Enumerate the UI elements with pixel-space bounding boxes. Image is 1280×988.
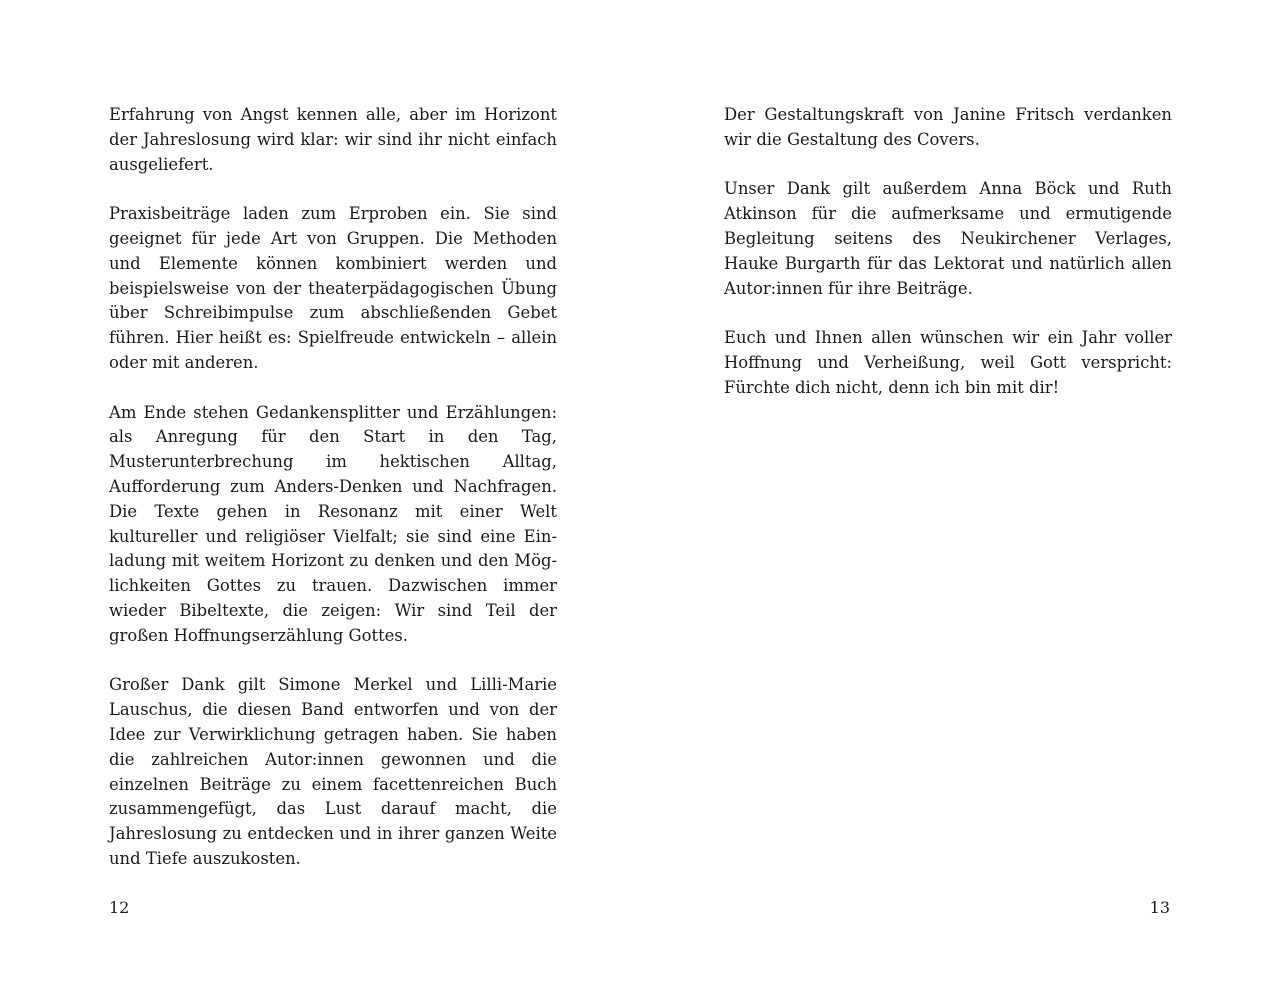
paragraph: Erfahrung von Angst kennen alle, aber im Horizont der Jahreslosung wird klar: wir sind ihr nicht einfach ausgeliefert. (109, 105, 557, 174)
right-page (640, 0, 1280, 988)
paragraph: Der Gestaltungskraft von Janine Fritsch verdanken wir die Gestaltung des Covers. (724, 105, 1172, 149)
page-number-right: 13 (1149, 898, 1170, 917)
right-page-text (724, 103, 1172, 425)
paragraph: Unser Dank gilt außerdem Anna Böck und Ruth Atkinson für die aufmerksame und ermutigende Begleitung seitens des Neukirchener Verlages, Hauke Burgarth für das Lektorat und natürlich allen Autor:innen für ihre Beiträge. (724, 179, 1172, 298)
paragraph: Euch und Ihnen allen wünschen wir ein Jahr voller Hoffnung und Verheißung, weil Gott verspricht: Fürchte dich nicht, denn ich bin mit dir! (724, 328, 1172, 397)
page-number-left: 12 (109, 898, 130, 917)
paragraph: Praxisbeiträge laden zum Erproben ein. Sie sind geeignet für jede Art von Gruppen. Die Methoden und Elemente können kombiniert werden und beispielsweise von der theaterpädagogischen Übung über Schreibimpulse zum abschließenden Gebet führen. Hier heißt es: Spielfreude entwickeln – allein oder mit anderen. (109, 204, 557, 372)
paragraph: Großer Dank gilt Simone Merkel und Lilli-Marie Lauschus, die diesen Band entworfen und von der Idee zur Verwirklichung getragen haben. Sie haben die zahlreichen Autor:innen gewonnen und die einzelnen Beiträge zu einem facettenreichen Buch zusammengefügt, das Lust darauf macht, die Jahreslosung zu entdecken und in ihrer ganzen Weite und Tiefe auszukosten. (109, 675, 557, 868)
paragraph: Am Ende stehen Gedankensplitter und Erzählungen: als Anregung für den Start in den Tag, Musterunterbrechung im hektischen Alltag, Aufforderung zum Anders-Denken und Nachfragen. Die Texte gehen in Resonanz mit einer Welt kultureller und religiöser Vielfalt; sie sind eine Einladung mit weitem Horizont zu denken und den Möglichkeiten Gottes zu trauen. Dazwischen immer wieder Bibeltexte, die zeigen: Wir sind Teil der großen Hoffnungserzählung Gottes. (109, 402, 557, 645)
left-page-text (109, 103, 557, 897)
